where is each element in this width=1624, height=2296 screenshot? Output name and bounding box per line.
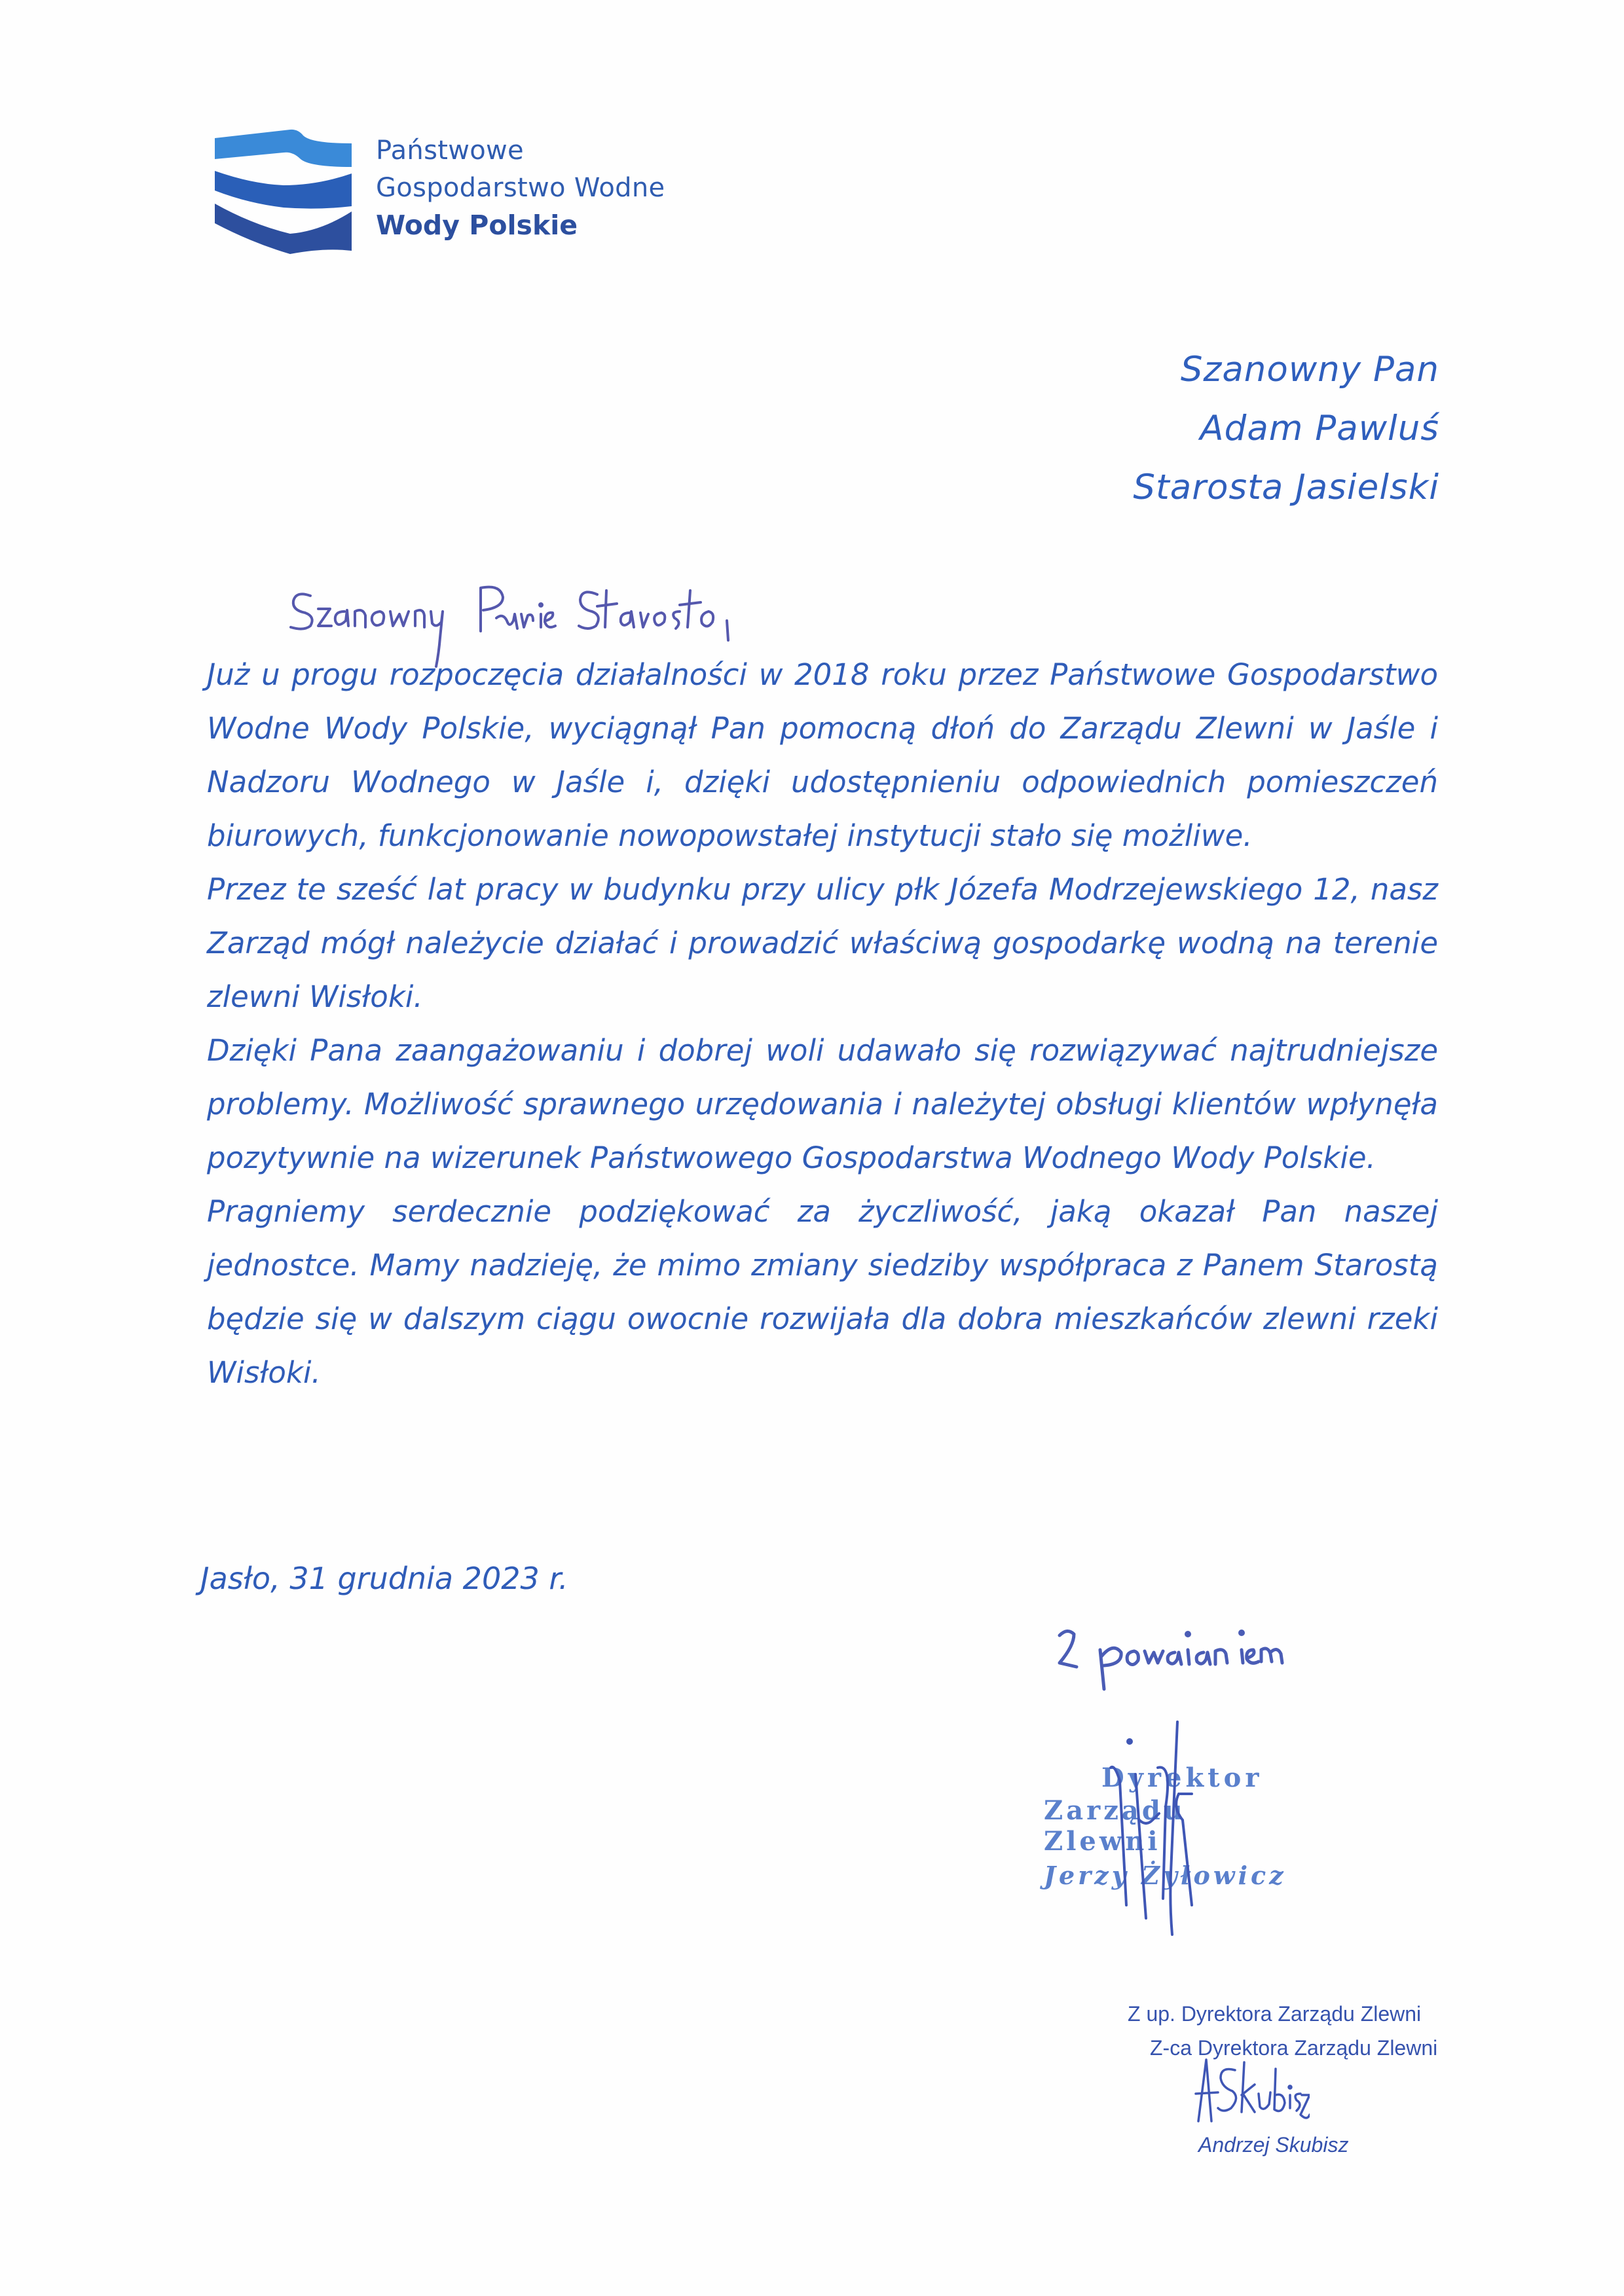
logo-line-3: Wody Polskie — [376, 210, 578, 241]
addressee-title: Starosta Jasielski — [1133, 467, 1439, 507]
addressee-salutation: Szanowny Pan — [1180, 350, 1439, 390]
body-paragraph-4: Pragniemy serdecznie podziękować za życzliwość, jaką okazał Pan naszej jednostce. Mamy nadzieję, że mimo zmiany siedziby współpraca z Panem Starostą będzie się w dalszym ciągu owocnie rozwijała dla dobra mieszkańców zlewni rzeki Wisłoki. — [207, 1194, 1438, 1390]
deputy-signature — [1192, 2056, 1310, 2128]
stamp-director-unit: Zarządu Zlewni — [1044, 1795, 1186, 1857]
handwritten-closing — [1054, 1617, 1316, 1696]
letter-date: Jasło, 31 grudnia 2023 r. — [200, 1561, 568, 1596]
deputy-stamp-line-1: Z up. Dyrektora Zarządu Zlewni — [1128, 2002, 1422, 2026]
logo-line-2: Gospodarstwo Wodne — [376, 173, 665, 203]
letter-body — [207, 648, 1438, 1400]
deputy-stamp-line-2: Z-ca Dyrektora Zarządu Zlewni — [1150, 2036, 1438, 2060]
stamp-director-title: Dyrektor — [1101, 1762, 1263, 1793]
addressee-name: Adam Pawluś — [1200, 409, 1439, 448]
logo-wordmark — [376, 132, 665, 244]
addressee-block — [1133, 340, 1439, 517]
stamp-director-name: Jerzy Żyłowicz — [1044, 1861, 1287, 1890]
deputy-stamp-name: Andrzej Skubisz — [1198, 2133, 1349, 2157]
body-paragraph-3: Dzięki Pana zaangażowaniu i dobrej woli udawało się rozwiązywać najtrudniejsze problemy. Możliwość sprawnego urzędowania i należytej obsługi klientów wpłynęła pozytywnie na wizerunek Państwowego Gospodarstwa Wodnego Wody Polskie. — [207, 1033, 1438, 1175]
logo-line-1: Państwowe — [376, 136, 524, 166]
director-signature — [1074, 1709, 1290, 1944]
wody-polskie-logo-icon — [213, 126, 354, 254]
body-paragraph-2: Przez te sześć lat pracy w budynku przy ulicy płk Józefa Modrzejewskiego 12, nasz Zarząd mógł należycie działać i prowadzić właściwą gospodarkę wodną na terenie zlewni Wisłoki. — [207, 872, 1438, 1014]
body-paragraph-1: Już u progu rozpoczęcia działalności w 2018 roku przez Państwowe Gospodarstwo Wodne Wody Polskie, wyciągnął Pan pomocną dłoń do Zarządu Zlewni w Jaśle i Nadzoru Wodnego w Jaśle i, dzięki udostępnieniu odpowiednich pomieszczeń biurowych, funkcjonowanie nowopowstałej instytucji stało się możliwe. — [207, 657, 1438, 853]
